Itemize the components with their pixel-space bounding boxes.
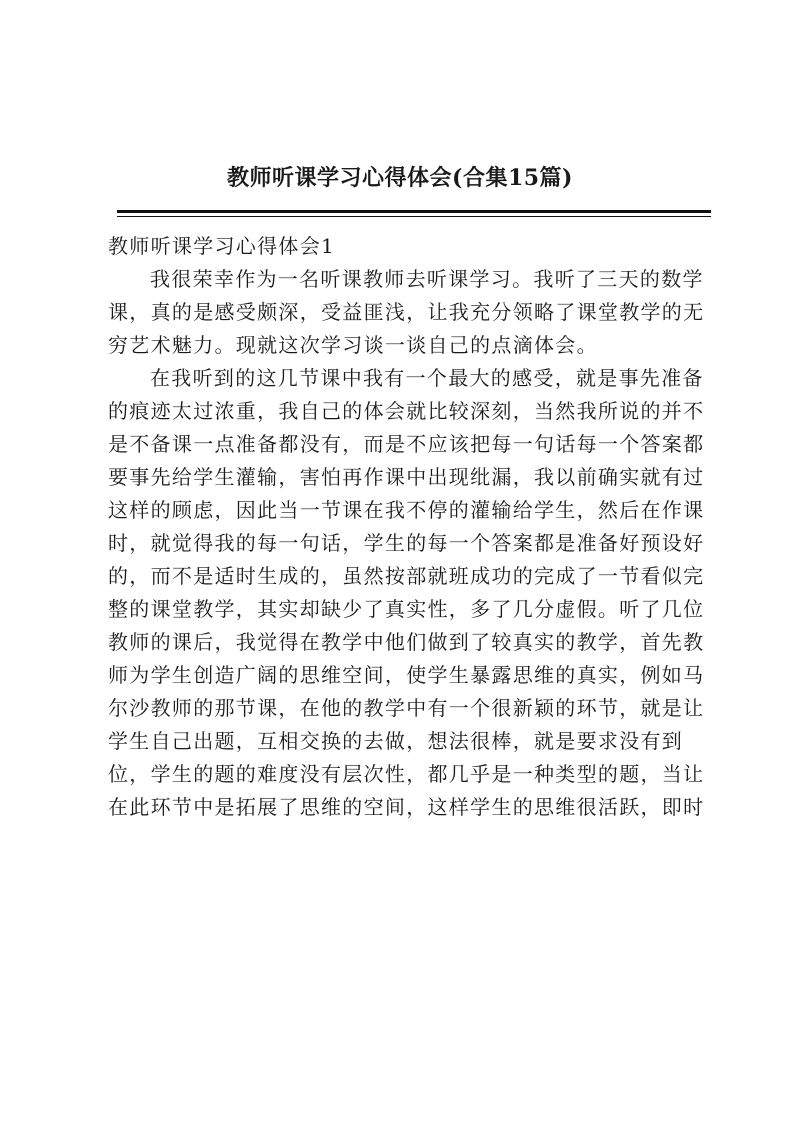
paragraph-2 (108, 362, 708, 824)
paragraph-line: 位，学生的题的难度没有层次性，都几乎是一种类型的题，当让 (108, 762, 705, 786)
paragraph-line: 的，而不是适时生成的，虽然按部就班成功的完成了一节看似完 (108, 564, 705, 588)
paragraph-line: 时，就觉得我的每一句话，学生的每一个答案都是准备好预设好 (108, 531, 705, 555)
document-body (108, 230, 708, 824)
title-rule-thick (117, 210, 711, 213)
paragraph-line: 穷艺术魅力。现就这次学习谈一谈自己的点滴体会。 (108, 333, 598, 357)
paragraph-line: 在此环节中是拓展了思维的空间，这样学生的思维很活跃，即时 (108, 795, 705, 819)
paragraph-line: 的痕迹太过浓重，我自己的体会就比较深刻，当然我所说的并不 (108, 399, 705, 423)
paragraph-1 (108, 263, 708, 362)
paragraph-line: 这样的顾虑，因此当一节课在我不停的灌输给学生，然后在作课 (108, 498, 705, 522)
paragraph-line: 要事先给学生灌输，害怕再作课中出现纰漏，我以前确实就有过 (108, 465, 705, 489)
paragraph-line: 尔沙教师的那节课，在他的教学中有一个很新颖的环节，就是让 (108, 696, 705, 720)
paragraph-line: 师为学生创造广阔的思维空间，使学生暴露思维的真实，例如马 (108, 663, 705, 687)
paragraph-line: 在我听到的这几节课中我有一个最大的感受，就是事先准备 (150, 366, 704, 390)
document-title: 教师听课学习心得体会(合集15篇) (227, 165, 573, 191)
paragraph-line: 我很荣幸作为一名听课教师去听课学习。我听了三天的数学 (150, 267, 704, 291)
paragraph-line: 课，真的是感受颇深，受益匪浅，让我充分领略了课堂教学的无 (108, 300, 705, 324)
paragraph-line: 是不备课一点准备都没有，而是不应该把每一句话每一个答案都 (108, 432, 705, 456)
paragraph-line: 整的课堂教学，其实却缺少了真实性，多了几分虚假。听了几位 (108, 597, 705, 621)
paragraph-line: 学生自己出题，互相交换的去做，想法很棒，就是要求没有到 (108, 729, 684, 753)
section-heading: 教师听课学习心得体会1 (108, 234, 336, 258)
title-rule-thin (117, 216, 711, 217)
paragraph-line: 教师的课后，我觉得在教学中他们做到了较真实的教学，首先教 (108, 630, 705, 654)
